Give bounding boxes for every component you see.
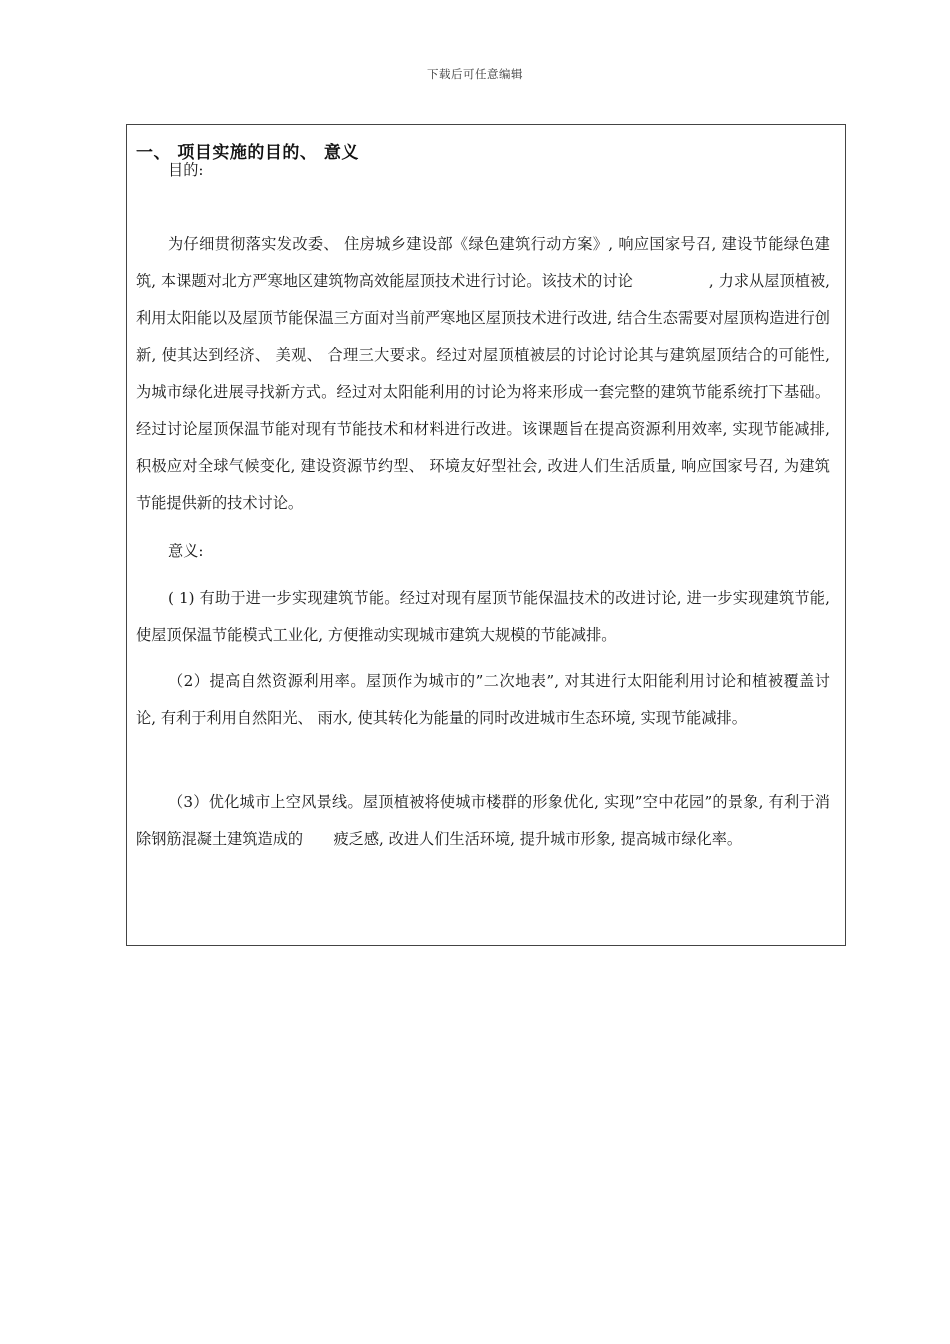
purpose-paragraph: 为仔细贯彻落实发改委、 住房城乡建设部《绿色建筑行动方案》, 响应国家号召, 建设节能绿色建筑, 本课题对北方严寒地区建筑物高效能屋顶技术进行讨论。该技术的讨论 , 力求从屋顶植被, 利用太阳能以及屋顶节能保温三方面对当前严寒地区屋顶技术进行改进, 结合生态需要对屋顶构造进行创新, 使其达到经济、 美观、 合理三大要求。经过对屋顶植被层的讨论讨论其与建筑屋顶结合的可能性, 为城市绿化进展寻找新方式。经过对太阳能利用的讨论为将来形成一套完整的建筑节能系统打下基础。经过讨论屋顶保温节能对现有节能技术和材料进行改进。该课题旨在提高资源利用效率, 实现节能减排, 积极应对全球气候变化, 建设资源节约型、 环境友好型社会, 改进人们生活质量, 响应国家号召, 为建筑节能提供新的技术讨论。 <box>136 235 830 512</box>
purpose-label: 目的: <box>168 161 204 179</box>
section-heading: 一、 项目实施的目的、 意义 <box>136 143 359 163</box>
significance-point-2: （2）提高自然资源利用率。屋顶作为城市的”二次地表”, 对其进行太阳能利用讨论和植被覆盖讨论, 有利于利用自然阳光、 雨水, 使其转化为能量的同时改进城市生态环境, 实现节能减排。 <box>136 672 830 727</box>
significance-point-1: ( 1) 有助于进一步实现建筑节能。经过对现有屋顶节能保温技术的改进讨论, 进一步实现建筑节能, 使屋顶保温节能模式工业化, 方便推动实现城市建筑大规模的节能减排。 <box>136 589 830 644</box>
significance-point-3: （3）优化城市上空风景线。屋顶植被将使城市楼群的形象优化, 实现”空中花园”的景象, 有利于消除钢筋混凝土建筑造成的 疲乏感, 改进人们生活环境, 提升城市形象, 提高城市绿化率。 <box>136 793 830 848</box>
significance-label: 意义: <box>168 542 204 560</box>
page-header-note: 下载后可任意编辑 <box>427 67 523 81</box>
